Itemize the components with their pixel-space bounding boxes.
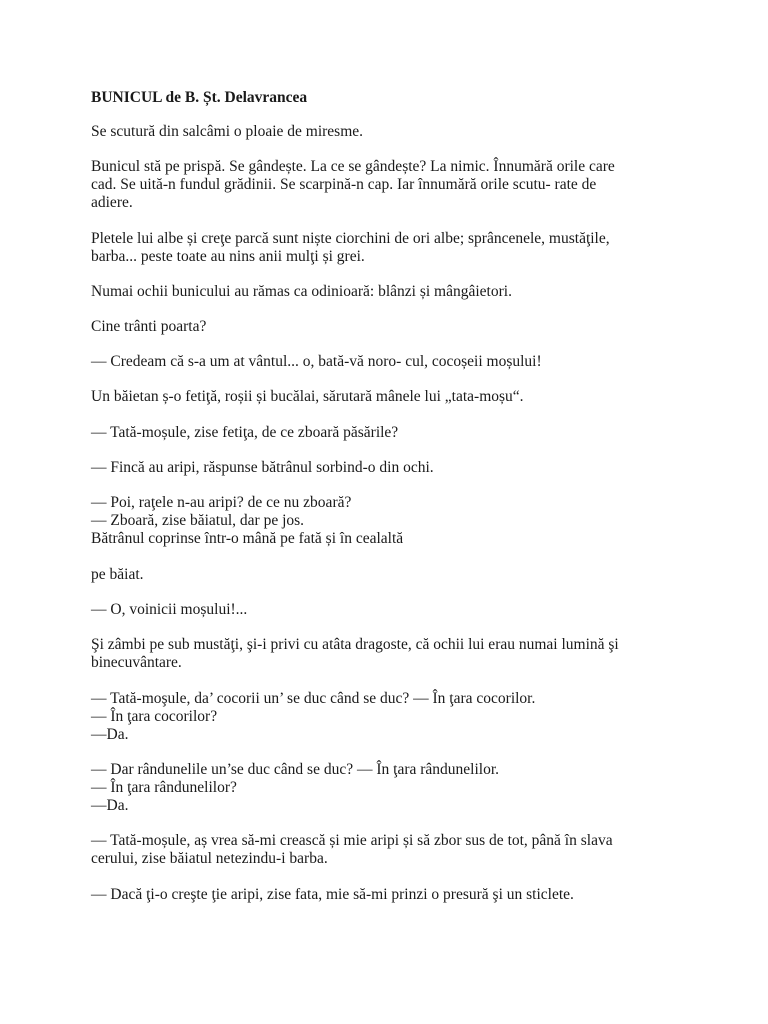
dialogue-line: — Dar rândunelile un’se duc când se duc? — În ţara rândunelilor.	[91, 761, 500, 778]
dialogue-line: — O, voinicii moșului!...	[91, 601, 248, 618]
dialogue-line: — Poi, raţele n-au aripi? de ce nu zboară?	[91, 494, 352, 511]
dialogue-line: — Credeam că s-a um at vântul... o, bată-vă noro- cul, cocoșeii moșului!	[91, 353, 542, 370]
text-line: Pletele lui albe și creţe parcă sunt niște ciorchini de ori albe; sprâncenele, mustăţile,	[91, 230, 610, 247]
text-line: pe băiat.	[91, 566, 144, 583]
text-line: Se scutură din salcâmi o ploaie de miresme.	[91, 123, 364, 140]
dialogue-line: —Da.	[91, 726, 129, 743]
text-line: Şi zâmbi pe sub mustăţi, şi-i privi cu atâta dragoste, că ochii lui erau numai lumină şi	[91, 636, 619, 653]
dialogue-line: — Tată-moșule, zise fetiţa, de ce zboară păsările?	[91, 424, 399, 441]
dialogue-line: — Dacă ţi-o creşte ţie aripi, zise fata, mie să-mi prinzi o presură şi un sticlete.	[91, 886, 574, 903]
text-line: Bătrânul coprinse într-o mână pe fată și în cealaltă	[91, 530, 404, 547]
dialogue-line: — În ţara cocorilor?	[91, 708, 218, 725]
dialogue-line: —Da.	[91, 797, 129, 814]
dialogue-line: — Fincă au aripi, răspunse bătrânul sorbind-o din ochi.	[91, 459, 434, 476]
text-line: cad. Se uită-n fundul grădinii. Se scarpină-n cap. Iar înnumără orile scutu- rate de	[91, 176, 597, 193]
text-line: Un băietan ș-o fetiţă, roșii și bucălai, sărutară mânele lui „tata-moșu“.	[91, 388, 524, 405]
dialogue-line: — Zboară, zise băiatul, dar pe jos.	[91, 512, 305, 529]
dialogue-line: — În ţara rândunelilor?	[91, 779, 237, 796]
text-line: barba... peste toate au nins anii mulţi și grei.	[91, 248, 365, 265]
text-line: adiere.	[91, 194, 133, 211]
document-title: BUNICUL de B. Șt. Delavrancea	[91, 89, 308, 106]
text-line: cerului, zise băiatul netezindu-i barba.	[91, 850, 328, 867]
text-line: binecuvântare.	[91, 654, 182, 671]
dialogue-line: — Tată-moşule, da’ cocorii un’ se duc când se duc? — În ţara cocorilor.	[91, 690, 536, 707]
text-line: Bunicul stă pe prispă. Se gândește. La ce se gândește? La nimic. Înnumără orile care	[91, 158, 615, 175]
dialogue-line: — Tată-moșule, aș vrea să-mi crească și mie aripi și să zbor sus de tot, până în slava	[91, 832, 613, 849]
text-line: Cine trânti poarta?	[91, 318, 207, 335]
text-line: Numai ochii bunicului au rămas ca odinioară: blânzi și mângâietori.	[91, 283, 512, 300]
